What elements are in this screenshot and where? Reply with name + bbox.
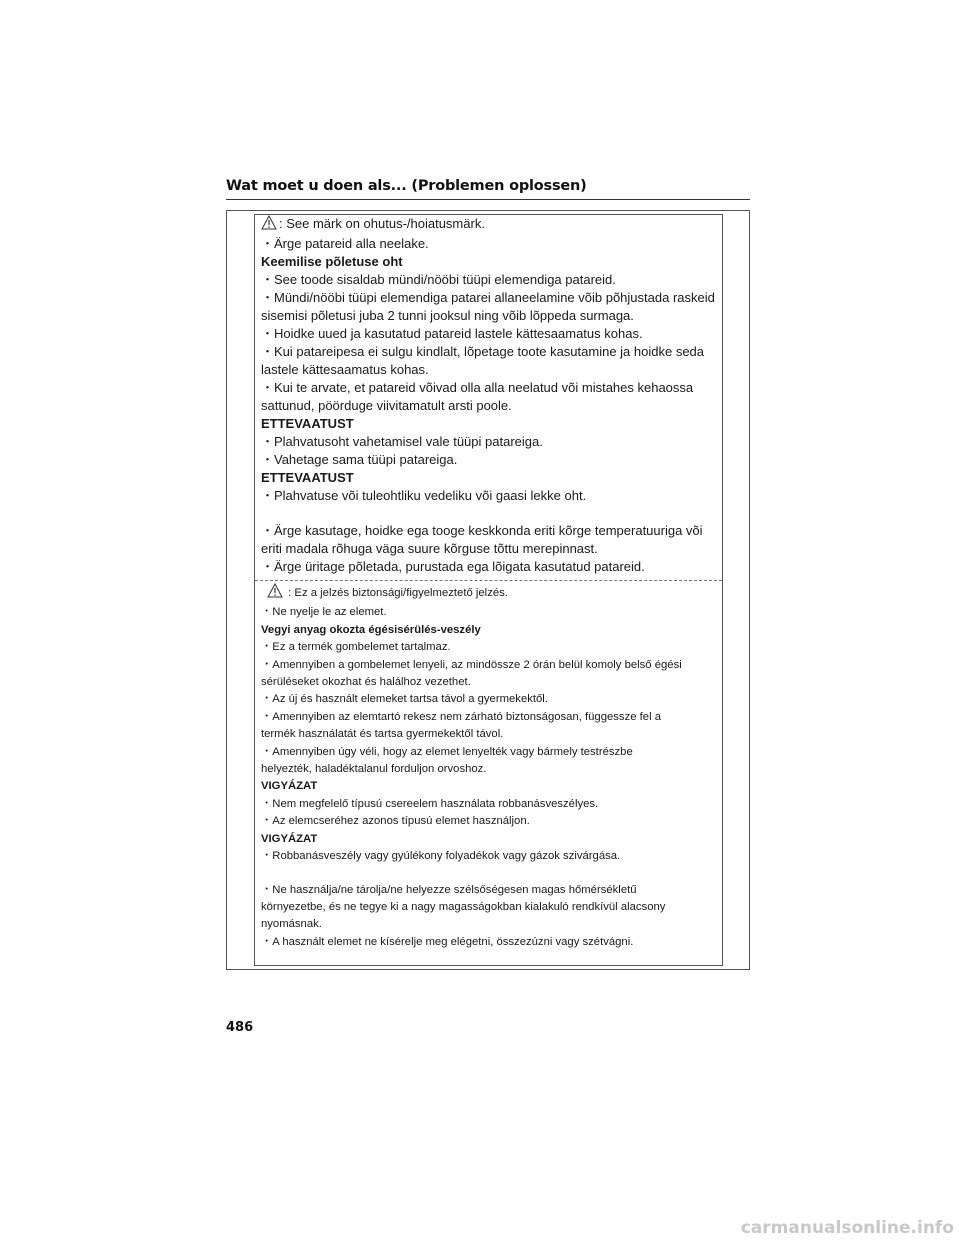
hungarian-heading: VIGYÁZAT <box>261 780 318 793</box>
hungarian-warning-line <box>261 583 716 604</box>
hungarian-line: ・Robbanásveszély vagy gyúlékony folyadékok vagy gázok szivárgása. <box>261 850 621 863</box>
estonian-heading: ETTEVAATUST <box>261 416 354 431</box>
estonian-line: sisemisi põletusi juba 2 tunni jooksul ning võib lõppeda surmaga. <box>261 308 634 323</box>
hungarian-line: ・Amennyiben a gombelemet lenyeli, az mindössze 2 órán belül komoly belső égési <box>261 658 682 671</box>
warning-triangle-icon <box>267 583 283 604</box>
estonian-line: ・Ärge kasutage, hoidke ega tooge keskkonda eriti kõrge temperatuuriga või <box>261 523 703 538</box>
estonian-line: ・Hoidke uued ja kasutatud patareid lastele kättesaamatus kohas. <box>261 326 643 341</box>
hungarian-line: ・Az elemcseréhez azonos típusú elemet használjon. <box>261 815 530 828</box>
hungarian-heading: VIGYÁZAT <box>261 832 318 845</box>
estonian-line: ・Mündi/nööbi tüüpi elemendiga patarei allaneelamine võib põhjustada raskeid <box>261 290 715 305</box>
estonian-line: ・Ärge patareid alla neelake. <box>261 236 429 251</box>
hungarian-line: nyomásnak. <box>261 918 322 931</box>
hungarian-line: termék használatát és tartsa gyermekektől távol. <box>261 728 504 741</box>
estonian-line: eriti madala rõhuga väga suure kõrguse tõttu merepinnast. <box>261 541 598 556</box>
hungarian-line: sérüléseket okozhat és halálhoz vezethet. <box>261 676 471 689</box>
estonian-line: ・Plahvatuse või tuleohtliku vedeliku või gaasi lekke oht. <box>261 488 587 503</box>
estonian-line: ・Kui patareipesa ei sulgu kindlalt, lõpetage toote kasutamine ja hoidke seda <box>261 344 705 359</box>
hungarian-warning-text: : Ez a jelzés biztonsági/figyelmeztető jelzés. <box>288 587 508 599</box>
estonian-section <box>261 215 716 576</box>
hungarian-line: ・Ne nyelje le az elemet. <box>261 606 387 619</box>
estonian-warning-text: : See märk on ohutus-/hoiatusmärk. <box>279 216 485 231</box>
hungarian-heading: Vegyi anyag okozta égésisérülés-veszély <box>261 623 481 636</box>
hungarian-line: ・Ne használja/ne tárolja/ne helyezze szélsőségesen magas hőmérsékletű <box>261 883 637 896</box>
estonian-heading: Keemilise põletuse oht <box>261 254 403 269</box>
hungarian-line: ・Ez a termék gombelemet tartalmaz. <box>261 641 451 654</box>
page-number: 486 <box>226 1020 254 1035</box>
watermark-text: carmanualsonline.info <box>740 1218 954 1238</box>
estonian-line: ・Kui te arvate, et patareid võivad olla alla neelatud või mistahes kehaossa <box>261 380 694 395</box>
estonian-line: lastele kättesaamatus kohas. <box>261 362 429 377</box>
estonian-line: ・See toode sisaldab mündi/nööbi tüüpi elemendiga patareid. <box>261 272 616 287</box>
hungarian-line: ・A használt elemet ne kísérelje meg elégetni, összezúzni vagy szétvágni. <box>261 935 634 948</box>
hungarian-line: ・Az új és használt elemeket tartsa távol a gyermekektől. <box>261 693 548 706</box>
hungarian-line: ・Amennyiben az elemtartó rekesz nem zárható biztonságosan, függessze fel a <box>261 710 662 723</box>
spacer <box>261 505 716 522</box>
estonian-line: sattunud, pöörduge viivitamatult arsti poole. <box>261 398 512 413</box>
header-rule <box>226 199 750 200</box>
estonian-line: ・Plahvatusoht vahetamisel vale tüüpi patareiga. <box>261 434 543 449</box>
estonian-line: ・Ärge üritage põletada, purustada ega lõigata kasutatud patareid. <box>261 559 645 574</box>
page-header-title: Wat moet u doen als... (Problemen oplossen) <box>226 178 587 194</box>
estonian-warning-line <box>261 215 716 235</box>
hungarian-line: ・Amennyiben úgy véli, hogy az elemet lenyelték vagy bármely testrészbe <box>261 745 633 758</box>
spacer <box>261 866 716 882</box>
warning-triangle-icon <box>261 215 277 235</box>
hungarian-section <box>261 583 716 951</box>
estonian-line: ・Vahetage sama tüüpi patareiga. <box>261 452 458 467</box>
hungarian-line: helyezték, haladéktalanul forduljon orvoshoz. <box>261 763 487 776</box>
section-divider <box>255 580 722 581</box>
hungarian-line: környezetbe, és ne tegye ki a nagy magasságokban kialakuló rendkívül alacsony <box>261 900 666 913</box>
hungarian-line: ・Nem megfelelő típusú csereelem használata robbanásveszélyes. <box>261 797 599 810</box>
estonian-heading: ETTEVAATUST <box>261 470 354 485</box>
